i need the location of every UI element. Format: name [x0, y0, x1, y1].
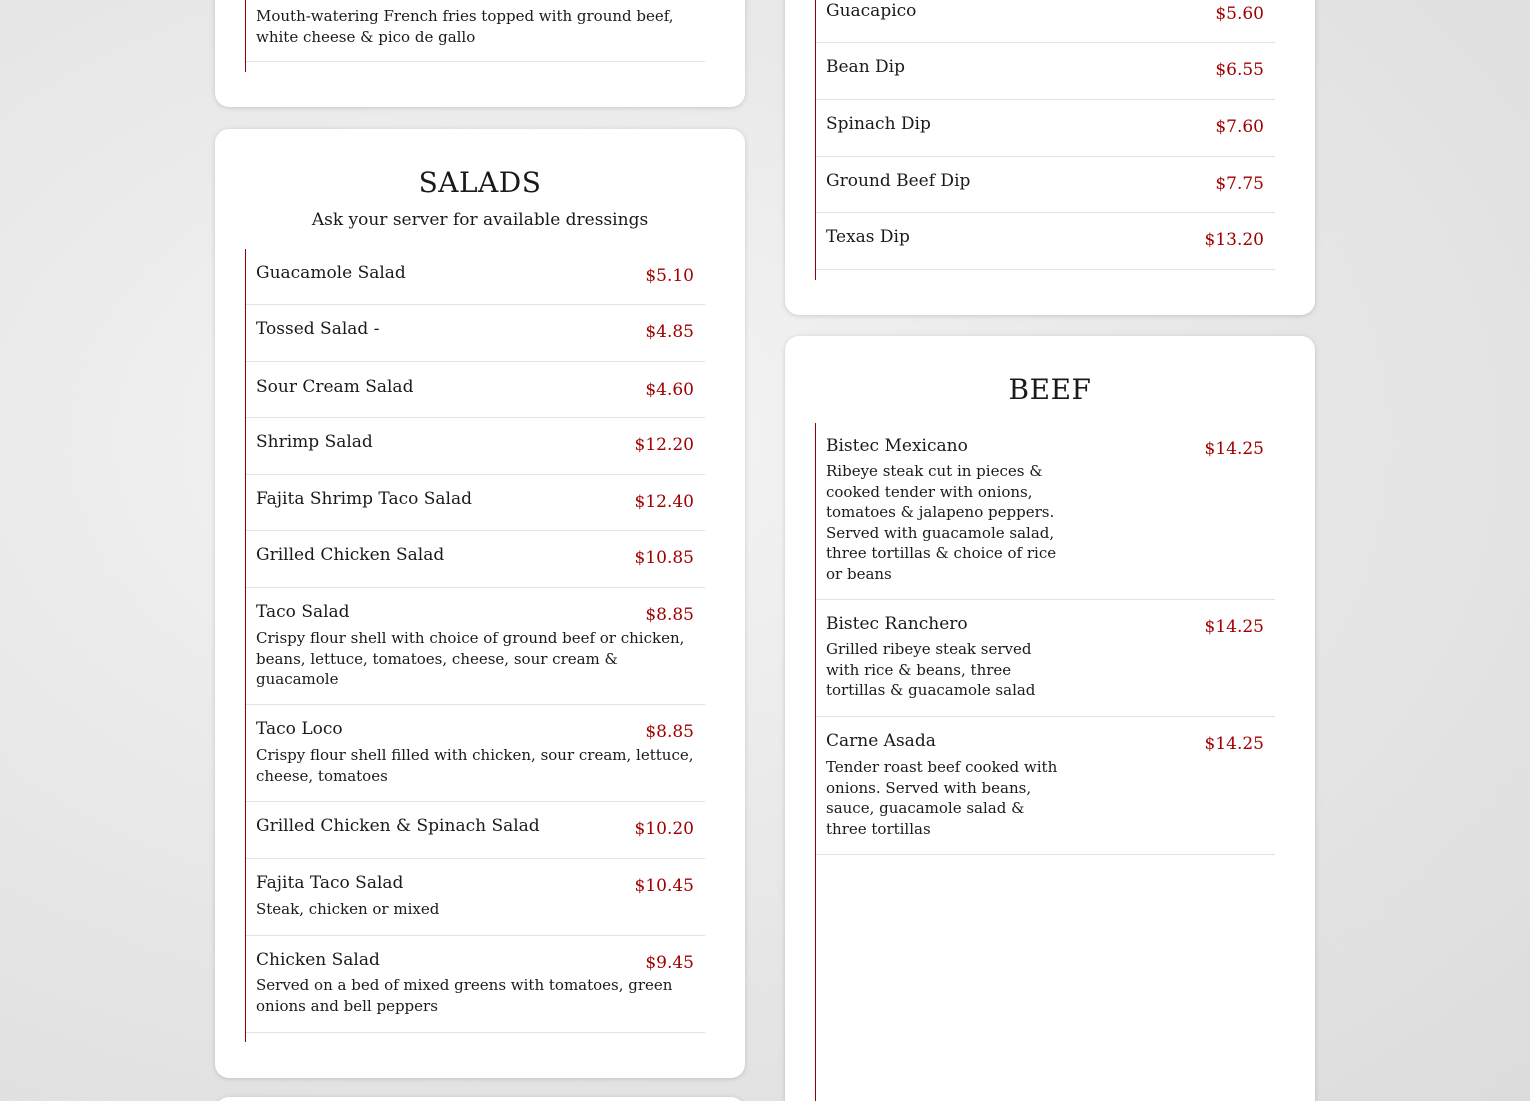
item-name: Ground Beef Dip	[826, 171, 971, 191]
item-price: $14.25	[1204, 617, 1264, 637]
menu-item	[246, 475, 705, 531]
beef-card	[785, 336, 1315, 1101]
menu-item	[816, 423, 1275, 600]
menu-item	[816, 213, 1275, 270]
item-description: Ribeye steak cut in pieces & cooked tender with onions, tomatoes & jalapeno peppers. Served with guacamole salad, three tortillas & choice of rice or beans	[826, 462, 1057, 583]
item-price: $10.20	[634, 819, 694, 839]
menu-item	[246, 249, 705, 305]
item-description: Steak, chicken or mixed	[256, 900, 440, 918]
menu-item	[246, 936, 705, 1033]
item-description: Mouth-watering French fries topped with ground beef, white cheese & pico de gallo	[256, 7, 674, 46]
section-title: SALADS	[418, 166, 542, 199]
item-name: Bistec Mexicano	[826, 436, 968, 456]
item-price: $5.10	[645, 266, 694, 286]
item-price: $10.45	[634, 876, 694, 896]
section-subtitle: Ask your server for available dressings	[311, 210, 649, 230]
item-price: $5.60	[1215, 4, 1264, 24]
item-name: Fajita Taco Salad	[256, 873, 404, 893]
item-name: Bistec Ranchero	[826, 614, 968, 634]
item-price: $12.40	[634, 492, 694, 512]
item-price: $6.55	[1215, 60, 1264, 80]
item-name: Chicken Salad	[256, 950, 380, 970]
previous-section-items	[245, 0, 705, 72]
item-price: $4.85	[645, 322, 694, 342]
item-name: Taco Salad	[256, 602, 350, 622]
item-price: $14.25	[1204, 734, 1264, 754]
item-name: Bean Dip	[826, 57, 905, 77]
menu-item	[246, 802, 705, 859]
item-description: Crispy flour shell filled with chicken, sour cream, lettuce, cheese, tomatoes	[256, 746, 694, 785]
previous-section-card	[215, 0, 745, 107]
menu-item	[816, 0, 1275, 43]
menu-item	[246, 305, 705, 362]
item-price: $13.20	[1204, 230, 1264, 250]
salads-card	[215, 129, 745, 1078]
item-name: Spinach Dip	[826, 114, 931, 134]
salads-items	[245, 249, 705, 1042]
menu-item	[816, 600, 1275, 717]
item-name: Taco Loco	[256, 719, 343, 739]
menu-item	[246, 588, 705, 705]
item-name: Grilled Chicken & Spinach Salad	[256, 816, 540, 836]
dips-items	[815, 0, 1275, 280]
menu-item	[246, 362, 705, 418]
item-name: Fajita Shrimp Taco Salad	[256, 489, 472, 509]
dips-card	[785, 0, 1315, 315]
item-price: $9.45	[645, 953, 694, 973]
beef-items	[815, 423, 1275, 1101]
menu-item	[816, 43, 1275, 100]
item-name: Tossed Salad -	[256, 319, 380, 339]
next-section-card	[215, 1097, 745, 1101]
menu-item	[246, 0, 705, 62]
menu-item	[246, 705, 705, 802]
menu-item	[246, 531, 705, 588]
item-description: Crispy flour shell with choice of ground beef or chicken, beans, lettuce, tomatoes, cheese, sour cream & guacamole	[256, 629, 685, 688]
item-price: $7.75	[1215, 174, 1264, 194]
item-price: $14.25	[1204, 439, 1264, 459]
item-price: $8.85	[645, 722, 694, 742]
item-price: $7.60	[1215, 117, 1264, 137]
menu-item	[246, 418, 705, 475]
menu-item	[816, 157, 1275, 213]
item-name: Grilled Chicken Salad	[256, 545, 445, 565]
item-price: $4.60	[645, 380, 694, 400]
menu-item	[816, 100, 1275, 157]
item-price: $8.85	[645, 605, 694, 625]
item-price: $10.85	[634, 548, 694, 568]
item-description: Served on a bed of mixed greens with tomatoes, green onions and bell peppers	[256, 976, 673, 1015]
item-description: Tender roast beef cooked with onions. Served with beans, sauce, guacamole salad & three tortillas	[826, 758, 1058, 838]
item-name: Carne Asada	[826, 731, 936, 751]
item-name: Guacapico	[826, 1, 917, 21]
item-name: Texas Dip	[826, 227, 910, 247]
item-price: $12.20	[634, 435, 694, 455]
item-name: Shrimp Salad	[256, 432, 373, 452]
item-description: Grilled ribeye steak served with rice & beans, three tortillas & guacamole salad	[826, 640, 1036, 699]
menu-item	[816, 717, 1275, 855]
section-title: BEEF	[1008, 373, 1092, 406]
menu-item	[246, 859, 705, 936]
item-name: Sour Cream Salad	[256, 377, 414, 397]
item-name: Guacamole Salad	[256, 263, 406, 283]
